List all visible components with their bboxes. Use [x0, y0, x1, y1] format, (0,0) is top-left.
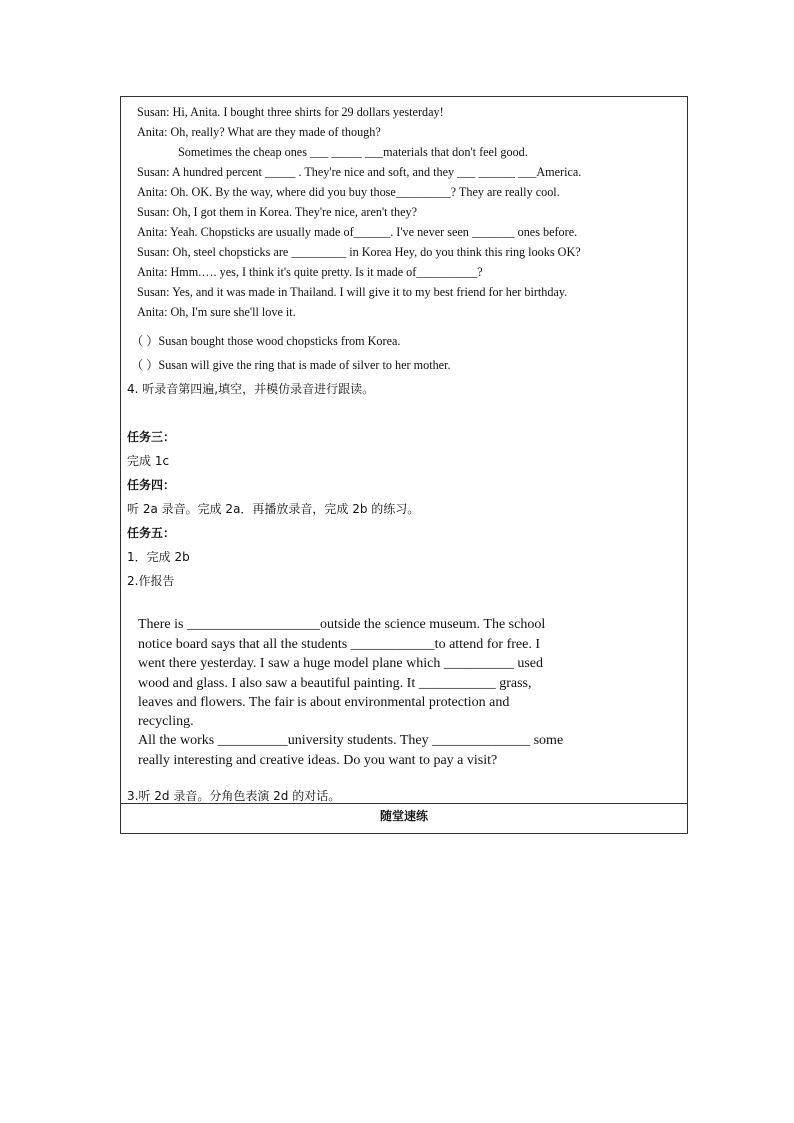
report-line: wood and glass. I also saw a beautiful painting. It ___________ grass,	[138, 676, 532, 691]
report-line: went there yesterday. I saw a huge model plane which __________ used	[138, 656, 543, 671]
step-3-instruction: 3.听 2d 录音。分角色表演 2d 的对话。	[127, 789, 341, 803]
task-4-body: 听 2a 录音。完成 2a．再播放录音，完成 2b 的练习。	[127, 502, 420, 516]
task-3-title: 任务三：	[127, 430, 176, 444]
task-5-item-1: 1．完成 2b	[127, 550, 190, 564]
dialogue-line: Susan: Yes, and it was made in Thailand. I will give it to my best friend for her birthday.	[137, 285, 568, 299]
report-line: All the works __________university students. They ______________ some	[138, 733, 564, 748]
report-line: There is ___________________outside the science museum. The school	[138, 617, 546, 632]
report-line: leaves and flowers. The fair is about environmental protection and	[138, 695, 510, 710]
dialogue-line: Anita: Oh, really? What are they made of though?	[137, 125, 381, 139]
worksheet-table	[120, 96, 688, 834]
dialogue-line: Susan: A hundred percent _____ . They're nice and soft, and they ___ ______ ___America.	[137, 165, 582, 179]
task-3-body: 完成 1c	[127, 454, 170, 468]
report-line: notice board says that all the students ____________to attend for free. I	[138, 637, 541, 652]
dialogue-line: Susan: Oh, I got them in Korea. They're nice, aren't they?	[137, 205, 417, 219]
judgement-item: （ ）Susan bought those wood chopsticks from Korea.	[131, 334, 401, 348]
report-line: recycling.	[138, 714, 194, 729]
task-5-title: 任务五：	[127, 526, 176, 540]
task-5-item-2: 2.作报告	[127, 574, 175, 588]
section-heading: 随堂速练	[379, 809, 428, 823]
step-4-instruction: 4. 听录音第四遍,填空，并模仿录音进行跟读。	[127, 382, 375, 396]
dialogue-line: Susan: Hi, Anita. I bought three shirts for 29 dollars yesterday!	[137, 105, 444, 119]
report-line: really interesting and creative ideas. Do you want to pay a visit?	[138, 753, 498, 768]
dialogue-line: Susan: Oh, steel chopsticks are _________ in Korea Hey, do you think this ring looks OK?	[137, 245, 581, 259]
dialogue-line: Anita: Yeah. Chopsticks are usually made of______. I've never seen _______ ones before.	[137, 225, 578, 239]
judgement-item: （ ）Susan will give the ring that is made of silver to her mother.	[131, 358, 451, 372]
dialogue-line: Anita: Hmm.…. yes, I think it's quite pretty. Is it made of__________?	[137, 265, 483, 279]
task-4-title: 任务四：	[127, 478, 176, 492]
dialogue-line: Anita: Oh. OK. By the way, where did you buy those_________? They are really cool.	[137, 185, 560, 199]
dialogue-line: Sometimes the cheap ones ___ _____ ___materials that don't feel good.	[178, 145, 528, 159]
table-divider	[121, 803, 687, 804]
dialogue-line: Anita: Oh, I'm sure she'll love it.	[137, 305, 296, 319]
